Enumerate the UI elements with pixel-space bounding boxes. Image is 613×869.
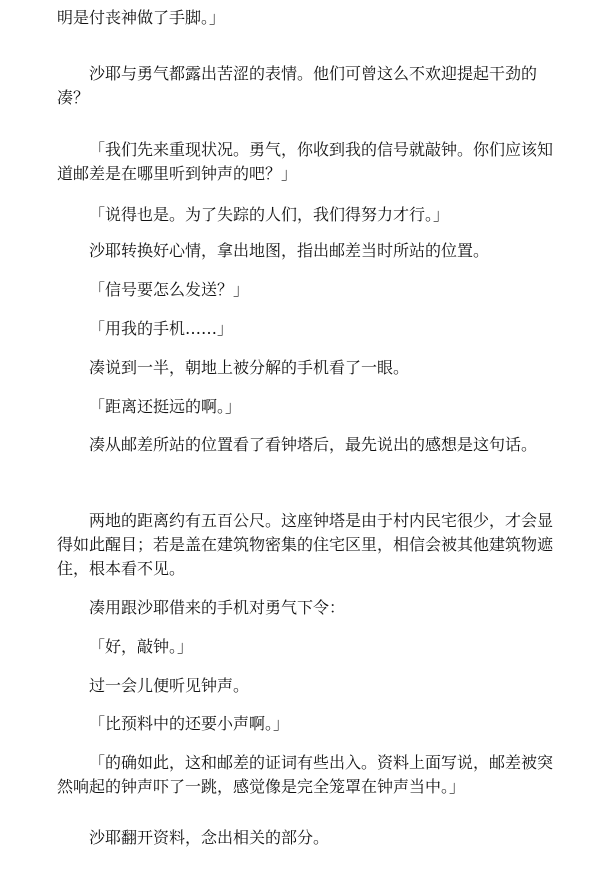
paragraph-13: 「好，敲钟。」 [89, 637, 194, 656]
paragraph-9: 「距离还挺远的啊。」 [89, 397, 242, 416]
paragraph-11: 两地的距离约有五百公尺。这座钟塔是由于村内民宅很少，才会显得如此醒目；若是盖在建筑物密集的住宅区里，相信会被其他建筑物遮住，根本看不见。 [57, 511, 554, 578]
paragraph-5: 沙耶转换好心情，拿出地图，指出邮差当时所站的位置。 [89, 241, 490, 260]
paragraph-17: 沙耶翻开资料，念出相关的部分。 [89, 828, 330, 847]
paragraph-14: 过一会儿便听见钟声。 [89, 676, 250, 695]
paragraph-2: 沙耶与勇气都露出苦涩的表情。他们可曾这么不欢迎提起干劲的凑？ [57, 64, 538, 107]
paragraph-7: 「用我的手机……」 [89, 319, 234, 338]
paragraph-12: 凑用跟沙耶借来的手机对勇气下令： [89, 598, 346, 617]
paragraph-1: 明是付丧神做了手脚。」 [57, 8, 226, 27]
paragraph-8: 凑说到一半，朝地上被分解的手机看了一眼。 [89, 358, 410, 377]
paragraph-16: 「的确如此，这和邮差的证词有些出入。资料上面写说，邮差被突然响起的钟声吓了一跳，感觉像是完全笼罩在钟声当中。」 [57, 753, 554, 796]
paragraph-6: 「信号要怎么发送？」 [89, 280, 250, 299]
paragraph-10: 凑从邮差所站的位置看了看钟塔后，最先说出的感想是这句话。 [89, 435, 538, 454]
paragraph-4: 「说得也是。为了失踪的人们，我们得努力才行。」 [89, 205, 450, 224]
paragraph-15: 「比预料中的还要小声啊。」 [89, 714, 290, 733]
paragraph-3: 「我们先来重现状况。勇气，你收到我的信号就敲钟。你们应该知道邮差是在哪里听到钟声的吧？」 [57, 140, 554, 183]
